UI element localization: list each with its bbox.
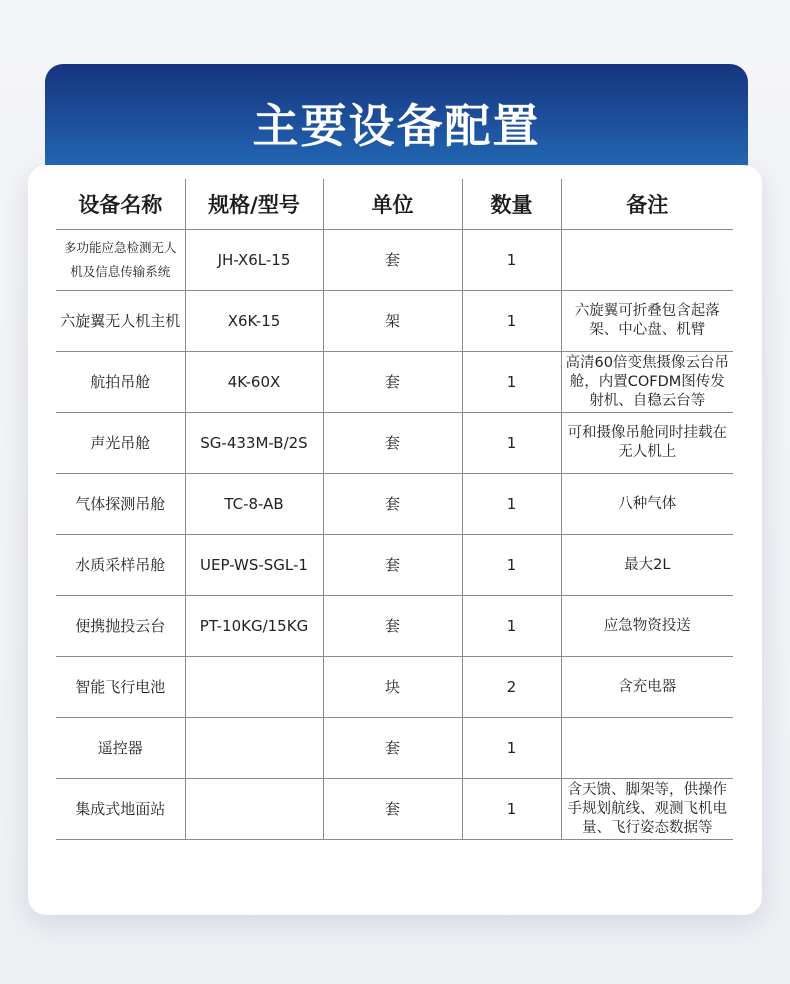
cell-unit: 套 bbox=[323, 596, 462, 657]
cell-model: SG-433M-B/2S bbox=[185, 413, 323, 474]
cell-unit: 套 bbox=[323, 779, 462, 840]
cell-unit: 套 bbox=[323, 352, 462, 413]
cell-model: PT-10KG/15KG bbox=[185, 596, 323, 657]
cell-name: 便携抛投云台 bbox=[56, 596, 185, 657]
table-row bbox=[56, 596, 733, 657]
cell-qty: 1 bbox=[462, 779, 561, 840]
cell-model: TC-8-AB bbox=[185, 474, 323, 535]
cell-qty: 1 bbox=[462, 535, 561, 596]
cell-name: 智能飞行电池 bbox=[56, 657, 185, 718]
cell-model: JH-X6L-15 bbox=[185, 230, 323, 291]
table-row bbox=[56, 535, 733, 596]
cell-note: 六旋翼可折叠包含起落架、中心盘、机臂 bbox=[561, 291, 733, 352]
cell-model: 4K-60X bbox=[185, 352, 323, 413]
cell-qty: 1 bbox=[462, 352, 561, 413]
table-row bbox=[56, 352, 733, 413]
cell-note: 含充电器 bbox=[561, 657, 733, 718]
header-name: 设备名称 bbox=[56, 179, 185, 230]
cell-name: 遥控器 bbox=[56, 718, 185, 779]
cell-note: 八种气体 bbox=[561, 474, 733, 535]
cell-qty: 1 bbox=[462, 718, 561, 779]
header-qty: 数量 bbox=[462, 179, 561, 230]
page-title: 主要设备配置 bbox=[252, 99, 541, 153]
cell-unit: 套 bbox=[323, 230, 462, 291]
equipment-card bbox=[28, 165, 762, 915]
cell-name: 声光吊舱 bbox=[56, 413, 185, 474]
table-row bbox=[56, 291, 733, 352]
cell-qty: 1 bbox=[462, 230, 561, 291]
equipment-table bbox=[56, 179, 733, 840]
table-row bbox=[56, 657, 733, 718]
cell-qty: 1 bbox=[462, 291, 561, 352]
header-unit: 单位 bbox=[323, 179, 462, 230]
cell-name: 集成式地面站 bbox=[56, 779, 185, 840]
cell-note: 应急物资投送 bbox=[561, 596, 733, 657]
cell-name: 六旋翼无人机主机 bbox=[56, 291, 185, 352]
table-row bbox=[56, 413, 733, 474]
cell-name: 航拍吊舱 bbox=[56, 352, 185, 413]
cell-model: X6K-15 bbox=[185, 291, 323, 352]
cell-note bbox=[561, 230, 733, 291]
cell-name: 气体探测吊舱 bbox=[56, 474, 185, 535]
cell-unit: 套 bbox=[323, 413, 462, 474]
cell-qty: 1 bbox=[462, 474, 561, 535]
table-row bbox=[56, 474, 733, 535]
cell-name: 水质采样吊舱 bbox=[56, 535, 185, 596]
table-row bbox=[56, 779, 733, 840]
cell-qty: 1 bbox=[462, 413, 561, 474]
cell-model bbox=[185, 718, 323, 779]
cell-unit: 套 bbox=[323, 535, 462, 596]
table-row bbox=[56, 230, 733, 291]
cell-note: 最大2L bbox=[561, 535, 733, 596]
cell-unit: 套 bbox=[323, 474, 462, 535]
cell-qty: 1 bbox=[462, 596, 561, 657]
cell-note: 含天馈、脚架等，供操作手规划航线、观测飞机电量、飞行姿态数据等 bbox=[561, 779, 733, 840]
table-header-row bbox=[56, 179, 733, 230]
cell-note bbox=[561, 718, 733, 779]
header-model: 规格/型号 bbox=[185, 179, 323, 230]
cell-name: 多功能应急检测无人机及信息传输系统 bbox=[56, 230, 185, 291]
cell-unit: 架 bbox=[323, 291, 462, 352]
header-note: 备注 bbox=[561, 179, 733, 230]
cell-note: 高清60倍变焦摄像云台吊舱，内置COFDM图传发射机、自稳云台等 bbox=[561, 352, 733, 413]
cell-unit: 块 bbox=[323, 657, 462, 718]
cell-model bbox=[185, 779, 323, 840]
cell-model bbox=[185, 657, 323, 718]
cell-unit: 套 bbox=[323, 718, 462, 779]
cell-model: UEP-WS-SGL-1 bbox=[185, 535, 323, 596]
table-row bbox=[56, 718, 733, 779]
cell-note: 可和摄像吊舱同时挂载在无人机上 bbox=[561, 413, 733, 474]
cell-qty: 2 bbox=[462, 657, 561, 718]
